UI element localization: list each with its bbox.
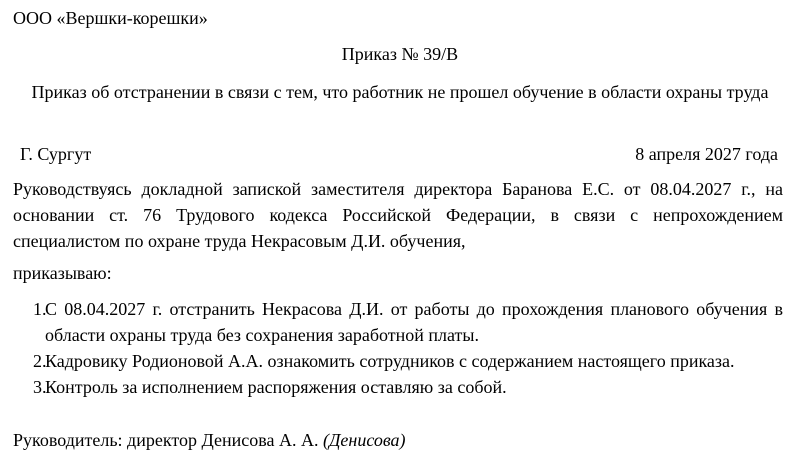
list-item-number: 2. [33, 351, 47, 371]
city: Г. Сургут [20, 144, 92, 164]
order-number: Приказ № 39/В [341, 44, 459, 64]
list-item [13, 374, 783, 400]
signature-label: Руководитель: директор Денисова А. А. [13, 430, 319, 450]
order-title: Приказ об отстранении в связи с тем, что работник не прошел обучение в области охраны труда [31, 82, 769, 102]
preamble-paragraph: Руководствуясь докладной запиской заместителя директора Баранова Е.С. от 08.04.2027 г., на основании ст. 76 Трудового кодекса Российской Федерации, в связи с непрохождением специалистом по охране труда Некрасовым Д.И. обучения, [13, 179, 783, 251]
signature-handwritten: (Денисова) [322, 430, 406, 450]
organization-name: ООО «Вершки-корешки» [13, 8, 208, 28]
list-item-text: С 08.04.2027 г. отстранить Некрасова Д.И. от работы до прохождения планового обучения в области охраны труда без сохранения заработной платы. [45, 299, 783, 345]
list-item [13, 296, 783, 348]
list-item-text: Кадровику Родионовой А.А. ознакомить сотрудников с содержанием настоящего приказа. [45, 351, 735, 371]
list-item [13, 348, 783, 374]
list-item-text: Контроль за исполнением распоряжения оставляю за собой. [45, 377, 507, 397]
list-item-number: 1. [33, 299, 47, 319]
order-items-list [13, 296, 783, 400]
signature-line [13, 429, 406, 451]
order-date: 8 апреля 2027 года [635, 144, 778, 164]
order-verb: приказываю: [13, 263, 112, 283]
list-item-number: 3. [33, 377, 47, 397]
